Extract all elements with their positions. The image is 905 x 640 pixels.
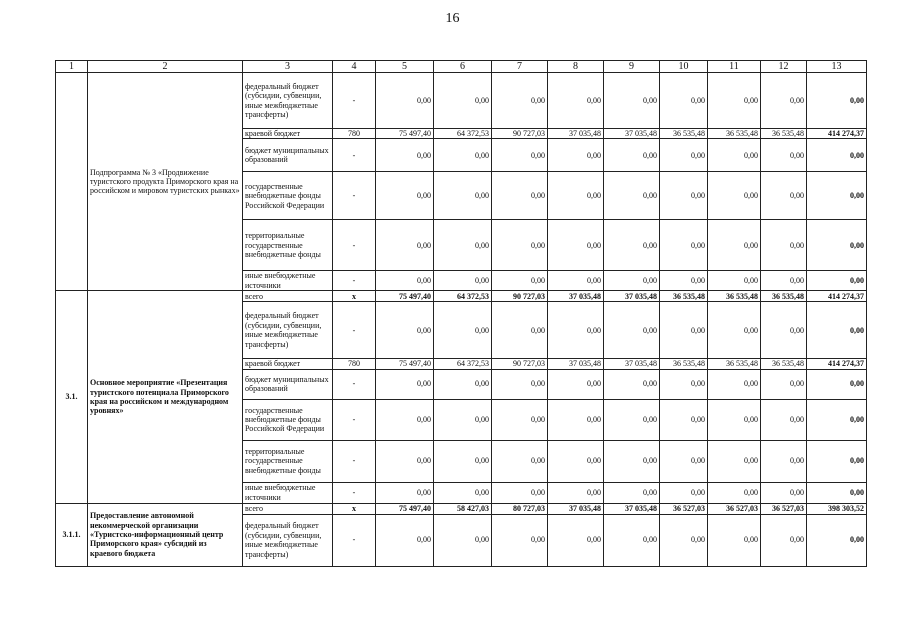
year-value: 0,00: [492, 271, 548, 291]
item-code: 3.1.1.: [56, 503, 88, 566]
header-cell: 12: [761, 61, 807, 73]
item-name: Подпрограмма № 3 «Продвижение туристского продукта Приморского края на российском и мировом туристских рынках»: [88, 73, 243, 291]
year-value: 0,00: [434, 139, 492, 172]
year-value: 0,00: [708, 369, 761, 399]
year-value: 0,00: [761, 271, 807, 291]
year-value: 37 035,48: [604, 503, 660, 514]
year-value: 0,00: [548, 139, 604, 172]
year-value: 0,00: [604, 369, 660, 399]
year-value: 58 427,03: [434, 503, 492, 514]
year-value: 0,00: [604, 220, 660, 271]
year-value: 75 497,40: [376, 503, 434, 514]
year-value: 0,00: [492, 172, 548, 220]
header-cell: 9: [604, 61, 660, 73]
table-body: [56, 61, 867, 567]
funding-source: всего: [243, 291, 333, 302]
budget-code: -: [333, 514, 376, 566]
year-value: 0,00: [492, 399, 548, 440]
budget-code: -: [333, 440, 376, 482]
year-value: 37 035,48: [604, 291, 660, 302]
year-value: 80 727,03: [492, 503, 548, 514]
year-value: 36 535,48: [708, 291, 761, 302]
funding-source: территориальные государственные внебюджетные фонды: [243, 440, 333, 482]
total-value: 414 274,37: [807, 129, 867, 139]
total-value: 0,00: [807, 73, 867, 129]
header-cell: 8: [548, 61, 604, 73]
year-value: 0,00: [548, 220, 604, 271]
funding-source: федеральный бюджет (субсидии, субвенции, иные межбюджетные трансферты): [243, 302, 333, 359]
year-value: 0,00: [660, 369, 708, 399]
header-cell: 1: [56, 61, 88, 73]
header-cell: 4: [333, 61, 376, 73]
funding-source: краевой бюджет: [243, 129, 333, 139]
year-value: 0,00: [604, 399, 660, 440]
budget-code: x: [333, 503, 376, 514]
year-value: 0,00: [492, 369, 548, 399]
year-value: 0,00: [376, 302, 434, 359]
total-value: 0,00: [807, 220, 867, 271]
year-value: 0,00: [660, 172, 708, 220]
total-value: 0,00: [807, 139, 867, 172]
total-value: 0,00: [807, 271, 867, 291]
year-value: 0,00: [548, 73, 604, 129]
total-value: 398 303,52: [807, 503, 867, 514]
year-value: 0,00: [492, 139, 548, 172]
year-value: 0,00: [548, 399, 604, 440]
year-value: 37 035,48: [548, 503, 604, 514]
budget-code: -: [333, 220, 376, 271]
year-value: 0,00: [604, 139, 660, 172]
year-value: 37 035,48: [548, 129, 604, 139]
funding-source: иные внебюджетные источники: [243, 271, 333, 291]
year-value: 0,00: [492, 220, 548, 271]
year-value: 75 497,40: [376, 129, 434, 139]
funding-source: бюджет муниципальных образований: [243, 139, 333, 172]
year-value: 0,00: [376, 399, 434, 440]
funding-source: государственные внебюджетные фонды Российской Федерации: [243, 399, 333, 440]
year-value: 0,00: [548, 514, 604, 566]
total-value: 0,00: [807, 399, 867, 440]
year-value: 0,00: [434, 399, 492, 440]
budget-code: 780: [333, 359, 376, 369]
year-value: 0,00: [761, 399, 807, 440]
year-value: 0,00: [604, 514, 660, 566]
year-value: 0,00: [376, 73, 434, 129]
year-value: 0,00: [660, 139, 708, 172]
total-value: 414 274,37: [807, 291, 867, 302]
year-value: 0,00: [434, 220, 492, 271]
budget-code: x: [333, 291, 376, 302]
year-value: 0,00: [660, 440, 708, 482]
year-value: 0,00: [761, 302, 807, 359]
year-value: 36 527,03: [660, 503, 708, 514]
header-cell: 13: [807, 61, 867, 73]
year-value: 0,00: [660, 399, 708, 440]
year-value: 0,00: [604, 440, 660, 482]
year-value: 0,00: [708, 220, 761, 271]
year-value: 37 035,48: [604, 129, 660, 139]
year-value: 0,00: [604, 302, 660, 359]
funding-source: всего: [243, 503, 333, 514]
year-value: 36 527,03: [708, 503, 761, 514]
year-value: 0,00: [434, 482, 492, 503]
year-value: 0,00: [604, 73, 660, 129]
year-value: 37 035,48: [548, 291, 604, 302]
year-value: 36 535,48: [660, 129, 708, 139]
year-value: 0,00: [376, 172, 434, 220]
funding-source: территориальные государственные внебюджетные фонды: [243, 220, 333, 271]
year-value: 36 535,48: [660, 291, 708, 302]
funding-source: федеральный бюджет (субсидии, субвенции, иные межбюджетные трансферты): [243, 73, 333, 129]
year-value: 0,00: [660, 302, 708, 359]
year-value: 0,00: [660, 73, 708, 129]
year-value: 36 535,48: [708, 129, 761, 139]
item-name: Предоставление автономной некоммерческой организации «Туристско-информационный центр Приморского края» субсидий из краевого бюджета: [88, 503, 243, 566]
funding-source: федеральный бюджет (субсидии, субвенции, иные межбюджетные трансферты): [243, 514, 333, 566]
year-value: 0,00: [434, 302, 492, 359]
total-value: 0,00: [807, 172, 867, 220]
year-value: 0,00: [708, 482, 761, 503]
year-value: 0,00: [376, 220, 434, 271]
year-value: 0,00: [604, 172, 660, 220]
year-value: 0,00: [708, 514, 761, 566]
header-cell: 11: [708, 61, 761, 73]
year-value: 0,00: [492, 440, 548, 482]
year-value: 75 497,40: [376, 359, 434, 369]
year-value: 0,00: [434, 440, 492, 482]
total-value: 0,00: [807, 369, 867, 399]
item-code: [56, 73, 88, 291]
year-value: 0,00: [761, 220, 807, 271]
year-value: 37 035,48: [604, 359, 660, 369]
year-value: 0,00: [548, 440, 604, 482]
budget-table: [55, 60, 867, 567]
year-value: 0,00: [376, 139, 434, 172]
funding-source: иные внебюджетные источники: [243, 482, 333, 503]
year-value: 0,00: [548, 369, 604, 399]
header-cell: 2: [88, 61, 243, 73]
year-value: 0,00: [376, 514, 434, 566]
year-value: 0,00: [492, 514, 548, 566]
year-value: 90 727,03: [492, 291, 548, 302]
year-value: 0,00: [548, 172, 604, 220]
header-cell: 5: [376, 61, 434, 73]
budget-code: -: [333, 302, 376, 359]
year-value: 36 535,48: [660, 359, 708, 369]
budget-code: -: [333, 399, 376, 440]
year-value: 90 727,03: [492, 129, 548, 139]
year-value: 0,00: [548, 482, 604, 503]
item-name: Основное мероприятие «Презентация туристского потенциала Приморского края на российском и международном уровнях»: [88, 291, 243, 503]
budget-code: -: [333, 482, 376, 503]
year-value: 0,00: [492, 73, 548, 129]
page-number: 16: [445, 11, 460, 26]
total-value: 414 274,37: [807, 359, 867, 369]
year-value: 0,00: [376, 440, 434, 482]
year-value: 0,00: [376, 369, 434, 399]
year-value: 90 727,03: [492, 359, 548, 369]
year-value: 0,00: [761, 369, 807, 399]
year-value: 0,00: [434, 369, 492, 399]
year-value: 0,00: [434, 514, 492, 566]
year-value: 0,00: [708, 172, 761, 220]
year-value: 36 535,48: [708, 359, 761, 369]
year-value: 36 527,03: [761, 503, 807, 514]
year-value: 36 535,48: [761, 359, 807, 369]
year-value: 64 372,53: [434, 129, 492, 139]
table-row: [56, 503, 867, 514]
total-value: 0,00: [807, 514, 867, 566]
year-value: 0,00: [660, 482, 708, 503]
budget-code: -: [333, 139, 376, 172]
year-value: 0,00: [708, 399, 761, 440]
budget-code: -: [333, 369, 376, 399]
budget-code: -: [333, 271, 376, 291]
year-value: 0,00: [761, 139, 807, 172]
year-value: 0,00: [660, 271, 708, 291]
budget-code: -: [333, 172, 376, 220]
year-value: 0,00: [604, 271, 660, 291]
total-value: 0,00: [807, 302, 867, 359]
year-value: 0,00: [660, 220, 708, 271]
year-value: 36 535,48: [761, 129, 807, 139]
item-code: 3.1.: [56, 291, 88, 503]
year-value: 0,00: [376, 482, 434, 503]
header-cell: 3: [243, 61, 333, 73]
year-value: 0,00: [434, 271, 492, 291]
year-value: 0,00: [548, 302, 604, 359]
year-value: 0,00: [761, 514, 807, 566]
year-value: 64 372,53: [434, 291, 492, 302]
year-value: 75 497,40: [376, 291, 434, 302]
budget-code: -: [333, 73, 376, 129]
funding-source: государственные внебюджетные фонды Российской Федерации: [243, 172, 333, 220]
year-value: 0,00: [708, 73, 761, 129]
year-value: 0,00: [660, 514, 708, 566]
table-row: [56, 73, 867, 129]
year-value: 0,00: [434, 172, 492, 220]
year-value: 0,00: [548, 271, 604, 291]
year-value: 0,00: [761, 440, 807, 482]
header-row: [56, 61, 867, 73]
year-value: 0,00: [434, 73, 492, 129]
year-value: 0,00: [708, 302, 761, 359]
year-value: 37 035,48: [548, 359, 604, 369]
total-value: 0,00: [807, 440, 867, 482]
year-value: 0,00: [492, 302, 548, 359]
year-value: 0,00: [708, 271, 761, 291]
header-cell: 10: [660, 61, 708, 73]
year-value: 0,00: [604, 482, 660, 503]
budget-code: 780: [333, 129, 376, 139]
year-value: 36 535,48: [761, 291, 807, 302]
year-value: 0,00: [761, 482, 807, 503]
year-value: 0,00: [761, 73, 807, 129]
funding-source: бюджет муниципальных образований: [243, 369, 333, 399]
header-cell: 7: [492, 61, 548, 73]
table-row: [56, 291, 867, 302]
header-cell: 6: [434, 61, 492, 73]
year-value: 0,00: [708, 139, 761, 172]
year-value: 0,00: [708, 440, 761, 482]
year-value: 64 372,53: [434, 359, 492, 369]
funding-source: краевой бюджет: [243, 359, 333, 369]
year-value: 0,00: [492, 482, 548, 503]
year-value: 0,00: [761, 172, 807, 220]
year-value: 0,00: [376, 271, 434, 291]
total-value: 0,00: [807, 482, 867, 503]
